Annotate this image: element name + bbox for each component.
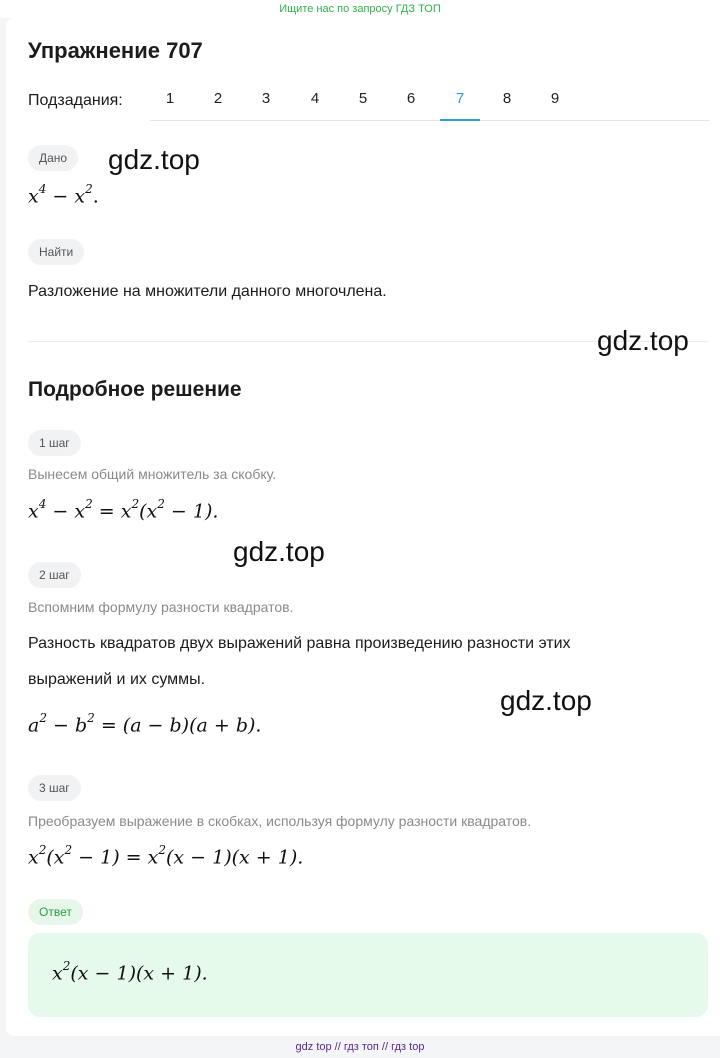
tab-subtask-7[interactable]: 7 [440, 78, 480, 121]
watermark: gdz.top [500, 685, 592, 716]
top-banner: Ищите нас по запросу ГДЗ ТОП [0, 0, 720, 18]
step-2-badge: 2 шаг [28, 562, 81, 588]
tab-subtask-4[interactable]: 4 [310, 90, 320, 107]
tab-subtask-8[interactable]: 8 [502, 90, 512, 107]
answer-box [28, 933, 708, 1017]
step-1-expression: $x^4 - x^2 = x^2(x^2 - 1)$. [28, 497, 219, 523]
subtasks-label: Подзадания: [28, 92, 123, 109]
tab-subtask-2[interactable]: 2 [213, 90, 223, 107]
step-2-expression: $a^2 - b^2 = (a - b)(a + b)$. [28, 711, 262, 737]
solution-title: Подробное решение [28, 378, 242, 401]
subtask-tabs [150, 78, 710, 121]
given-badge: Дано [28, 145, 78, 171]
watermark: gdz.top [597, 325, 689, 356]
step-2-text-line-2: выражений и их суммы. [28, 671, 206, 688]
answer-badge: Ответ [28, 899, 83, 925]
step-3-expression: $x^2(x^2 - 1) = x^2(x - 1)(x + 1)$. [28, 843, 304, 869]
step-1-badge: 1 шаг [28, 430, 81, 456]
tab-subtask-5[interactable]: 5 [358, 90, 368, 107]
answer-expression: $x^2(x - 1)(x + 1)$. [52, 959, 208, 985]
find-badge: Найти [28, 239, 84, 265]
tab-subtask-6[interactable]: 6 [406, 90, 416, 107]
step-3-badge: 3 шаг [28, 775, 81, 801]
tab-subtask-3[interactable]: 3 [261, 90, 271, 107]
footer-links[interactable]: gdz top // гдз топ // гдз top [295, 1041, 425, 1053]
step-2-hint: Вспомним формулу разности квадратов. [28, 599, 294, 615]
find-text: Разложение на множители данного многочлена. [28, 283, 387, 300]
page-title: Упражнение 707 [28, 38, 203, 63]
step-3-hint: Преобразуем выражение в скобках, используя формулу разности квадратов. [28, 813, 532, 829]
given-expression: $x^4 - x^2$. [28, 182, 99, 208]
step-1-hint: Вынесем общий множитель за скобку. [28, 466, 277, 482]
watermark: gdz.top [108, 144, 200, 175]
step-2-text-line-1: Разность квадратов двух выражений равна произведению разности этих [28, 635, 571, 652]
tab-subtask-9[interactable]: 9 [550, 90, 560, 107]
tab-subtask-1[interactable]: 1 [165, 90, 175, 107]
watermark: gdz.top [233, 536, 325, 567]
exercise-card [6, 18, 720, 1036]
